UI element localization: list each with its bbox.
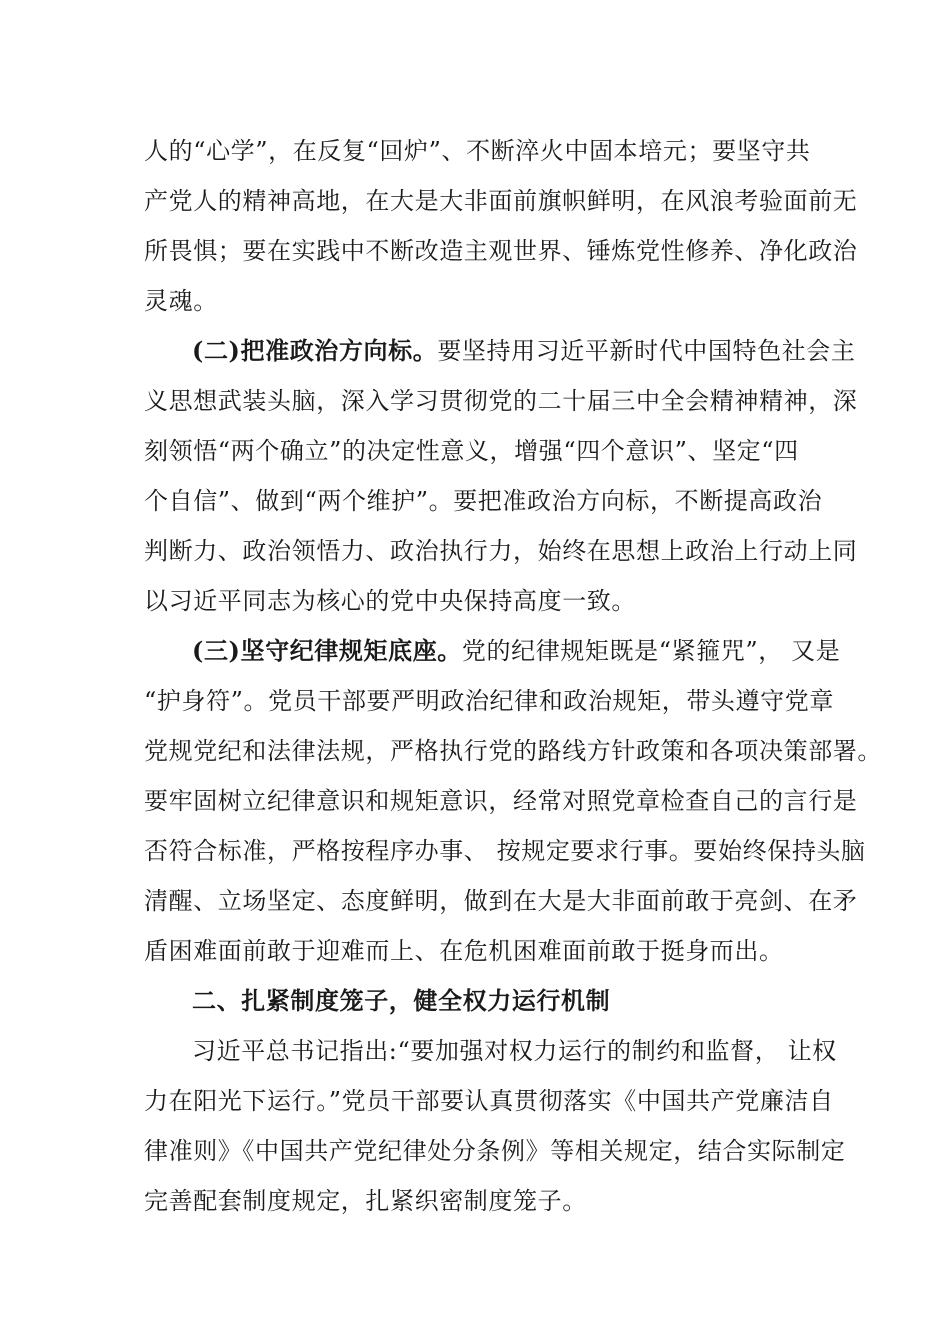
paragraph-line: 人的“心学”，在反复“回炉”、不断淬火中固本培元；要坚守共 (144, 137, 811, 165)
paragraph-line: 律准则》《中国共产党纪律处分条例》等相关规定，结合实际制定 (144, 1137, 846, 1165)
paragraph-line: 个自信”、做到“两个维护”。要把准政治方向标，不断提高政治 (144, 487, 823, 515)
section-2-heading: (二)把准政治方向标。 (192, 336, 438, 365)
paragraph-line: 判断力、政治领悟力、政治执行力，始终在思想上政治上行动上同 (144, 537, 858, 565)
paragraph-line: 刻领悟“两个确立”的决定性意义，增强“四个意识”、坚定“四 (144, 437, 799, 465)
paragraph-line: 完善配套制度规定，扎紧织密制度笼子。 (144, 1187, 587, 1215)
paragraph-line: 义思想武装头脑，深入学习贯彻党的二十届三中全会精神精神，深 (144, 387, 858, 415)
paragraph-line: 否符合标准，严格按程序办事、 按规定要求行事。要始终保持头脑 (144, 837, 866, 865)
section-3-first-line (192, 636, 840, 666)
chapter-heading: 二、扎紧制度笼子，健全权力运行机制 (192, 986, 611, 1015)
section-2-text: 要坚持用习近平新时代中国特色社会主 (437, 337, 856, 365)
paragraph-line: 盾困难面前敢于迎难而上、在危机困难面前敢于挺身而出。 (144, 937, 784, 965)
section-2-first-line (192, 336, 856, 366)
paragraph-line: 要牢固树立纪律意识和规矩意识，经常对照党章检查自己的言行是 (144, 787, 858, 815)
paragraph-line: 清醒、立场坚定、态度鲜明，做到在大是大非面前敢于亮剑、在矛 (144, 887, 858, 915)
paragraph-line: 灵魂。 (144, 287, 218, 315)
paragraph-line: 习近平总书记指出:“要加强对权力运行的制约和监督， 让权 (192, 1037, 837, 1065)
paragraph-line: 党规党纪和法律法规，严格执行党的路线方针政策和各项决策部署。 (144, 737, 882, 765)
paragraph-line: 以习近平同志为核心的党中央保持高度一致。 (144, 587, 636, 615)
paragraph-line: “护身符”。党员干部要严明政治纪律和政治规矩，带头遵守党章 (144, 687, 834, 715)
paragraph-line: 产党人的精神高地，在大是大非面前旗帜鲜明，在风浪考验面前无 (144, 187, 858, 215)
section-3-text: 党的纪律规矩既是“紧箍咒”， 又是 (461, 637, 841, 665)
paragraph-line: 所畏惧；要在实践中不断改造主观世界、锤炼党性修养、净化政治 (144, 237, 858, 265)
section-3-heading: (三)坚守纪律规矩底座。 (192, 636, 462, 665)
paragraph-line: 力在阳光下运行。”党员干部要认真贯彻落实《中国共产党廉洁自 (144, 1087, 834, 1115)
